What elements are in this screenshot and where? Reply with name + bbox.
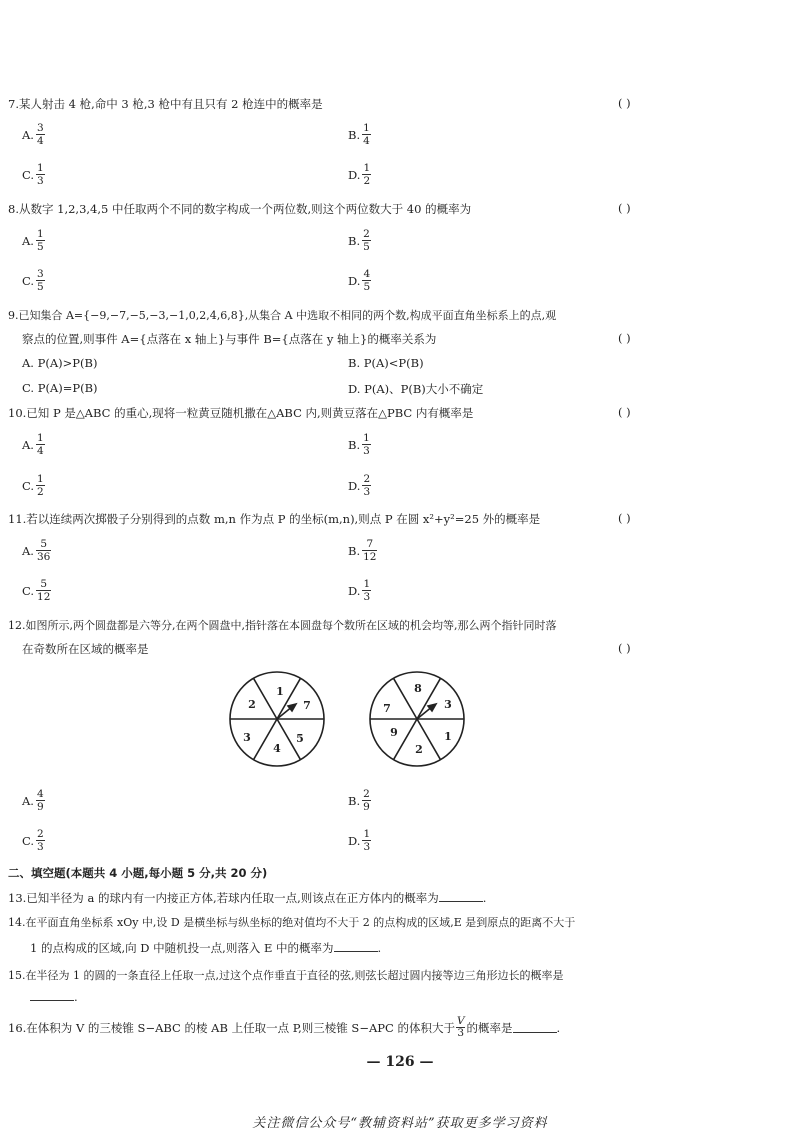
q8-option-c: C. $\frac{3}{5}$	[22, 268, 44, 293]
q12-option-b: B. $\frac{2}{9}$	[348, 788, 370, 813]
disc2-sector-label: 7	[383, 702, 391, 715]
q15-text-line1: 15.在半径为 1 的圆的一条直径上任取一点,过这个点作垂直于直径的弦,则弦长超过圆内接等边三角形边长的概率是	[8, 969, 564, 982]
q9-option-a: A. P(A)>P(B)	[22, 356, 98, 370]
q12-option-c: C. $\frac{2}{3}$	[22, 828, 44, 853]
q9-answer-paren: ( )	[618, 331, 631, 345]
q13-answer-blank[interactable]	[439, 891, 483, 902]
q9-option-d: D. P(A)、P(B)大小不确定	[348, 382, 484, 396]
q15-text-line2: .	[30, 990, 78, 1004]
q14-answer-blank[interactable]	[334, 941, 378, 952]
q13-text: 13.已知半径为 a 的球内有一内接正方体,若球内任取一点,则该点在正方体内的概率为 .	[8, 891, 487, 905]
q10-text: 10.已知 P 是△ABC 的重心,现将一粒黄豆随机撒在△ABC 内,则黄豆落在△PBC 内有概率是	[8, 406, 474, 420]
q7-option-b: B. $\frac{1}{4}$	[348, 122, 370, 147]
spinner-discs-figure	[222, 664, 472, 776]
disc2-sector-label: 9	[390, 726, 398, 739]
q11-text: 11.若以连续两次掷骰子分别得到的点数 m,n 作为点 P 的坐标(m,n),则点 P 在圆 x²+y²=25 外的概率是	[8, 512, 541, 526]
q7-option-c: C. $\frac{1}{3}$	[22, 162, 44, 187]
q12-option-a: A. $\frac{4}{9}$	[22, 788, 44, 813]
q8-answer-paren: ( )	[618, 201, 631, 215]
q12-text-line1: 12.如图所示,两个圆盘都是六等分,在两个圆盘中,指针落在本圆盘每个数所在区域的机会均等,那么两个指针同时落	[8, 619, 557, 632]
q7-option-d: D. $\frac{1}{2}$	[348, 162, 371, 187]
spinner-disc-1-pointer	[277, 704, 296, 719]
q12-text-line2: 在奇数所在区域的概率是	[22, 642, 149, 656]
disc1-sector-label: 7	[303, 699, 311, 712]
q10-option-d: D. $\frac{2}{3}$	[348, 473, 371, 498]
disc1-sector-label: 2	[248, 698, 256, 711]
q8-option-a: A. $\frac{1}{5}$	[22, 228, 44, 253]
section-2-heading: 二、填空题(本题共 4 小题,每小题 5 分,共 20 分)	[8, 866, 268, 880]
q12-option-d: D. $\frac{1}{3}$	[348, 828, 371, 853]
q9-option-c: C. P(A)=P(B)	[22, 381, 98, 395]
q10-option-c: C. $\frac{1}{2}$	[22, 473, 44, 498]
q9-option-b: B. P(A)<P(B)	[348, 356, 424, 370]
q8-text: 8.从数字 1,2,3,4,5 中任取两个不同的数字构成一个两位数,则这个两位数大于 40 的概率为	[8, 202, 472, 216]
q15-answer-blank[interactable]	[30, 990, 74, 1001]
q11-answer-paren: ( )	[618, 511, 631, 525]
disc2-sector-label: 1	[444, 730, 452, 743]
disc1-sector-label: 3	[243, 731, 251, 744]
q7-text: 7.某人射击 4 枪,命中 3 枪,3 枪中有且只有 2 枪连中的概率是	[8, 97, 323, 111]
q16-answer-blank[interactable]	[513, 1022, 557, 1033]
disc1-sector-label: 4	[273, 742, 281, 755]
q11-option-b: B. $\frac{7}{12}$	[348, 538, 377, 563]
q11-option-a: A. $\frac{5}{36}$	[22, 538, 51, 563]
q10-option-b: B. $\frac{1}{3}$	[348, 432, 370, 457]
q12-answer-paren: ( )	[618, 641, 631, 655]
q16-text: 16.在体积为 V 的三棱锥 S−ABC 的棱 AB 上任取一点 P,则三棱锥 S−APC 的体积大于 $\frac{V}{3}$ 的概率是 .	[8, 1015, 561, 1039]
page-number: — 126 —	[366, 1054, 434, 1070]
q10-option-a: A. $\frac{1}{4}$	[22, 432, 44, 457]
q14-text-line2: 1 的点构成的区域,向 D 中随机投一点,则落入 E 中的概率为 .	[30, 941, 382, 955]
footer-watermark: 关注微信公众号“教辅资料站”获取更多学习资料	[252, 1116, 548, 1131]
q9-text-line1: 9.已知集合 A={−9,−7,−5,−3,−1,0,2,4,6,8},从集合 A 中选取不相同的两个数,构成平面直角坐标系上的点,观	[8, 309, 557, 322]
spinner-disc-2-pointer	[417, 704, 436, 719]
disc2-sector-label: 3	[444, 698, 452, 711]
q14-text-line1: 14.在平面直角坐标系 xOy 中,设 D 是横坐标与纵坐标的绝对值均不大于 2 的点构成的区域,E 是到原点的距离不大于	[8, 916, 576, 929]
q7-option-a: A. $\frac{3}{4}$	[22, 122, 44, 147]
q8-option-b: B. $\frac{2}{5}$	[348, 228, 370, 253]
disc1-sector-label: 5	[296, 732, 304, 745]
q8-option-d: D. $\frac{4}{5}$	[348, 268, 371, 293]
disc2-sector-label: 2	[415, 743, 423, 756]
disc1-sector-label: 1	[276, 685, 284, 698]
q11-option-d: D. $\frac{1}{3}$	[348, 578, 371, 603]
q9-text-line2: 察点的位置,则事件 A={点落在 x 轴上}与事件 B={点落在 y 轴上}的概率关系为	[22, 332, 437, 346]
q11-option-c: C. $\frac{5}{12}$	[22, 578, 51, 603]
disc2-sector-label: 8	[414, 682, 422, 695]
q10-answer-paren: ( )	[618, 405, 631, 419]
q7-answer-paren: ( )	[618, 96, 631, 110]
